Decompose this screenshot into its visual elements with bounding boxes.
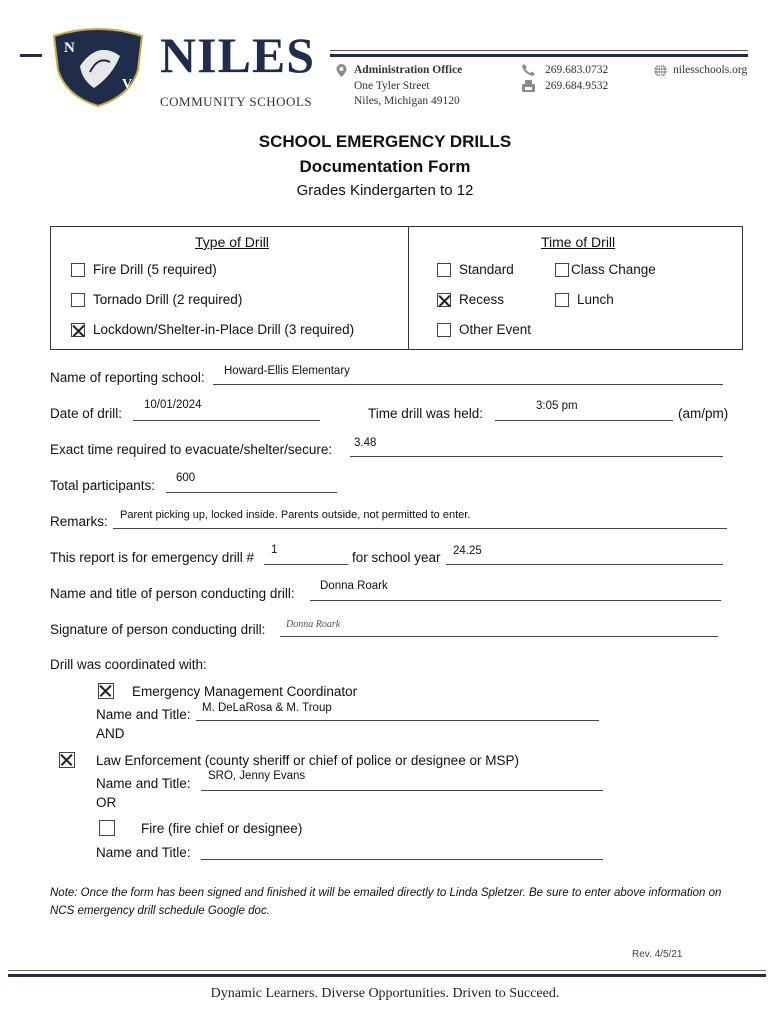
school-year-label: for school year <box>352 550 441 565</box>
drill-number-label: This report is for emergency drill # <box>50 550 255 565</box>
evac-time-line[interactable] <box>350 456 723 457</box>
form-subtitle: Documentation Form <box>299 157 471 176</box>
fire-name-line[interactable] <box>201 859 603 860</box>
time-of-drill-heading: Time of Drill <box>541 234 616 250</box>
time-held-label: Time drill was held: <box>368 406 484 421</box>
address-line2: Niles, Michigan 49120 <box>354 95 460 107</box>
address-line1: One Tyler Street <box>354 79 430 92</box>
footer-rule-thick <box>8 974 766 977</box>
emergency-name-value[interactable]: M. DeLaRosa & M. Troup <box>202 702 332 714</box>
emergency-name-label: Name and Title: <box>96 707 191 722</box>
class-change-label: Class Change <box>571 262 656 277</box>
lockdown-drill-label: Lockdown/Shelter-in-Place Drill (3 required) <box>93 322 355 337</box>
emergency-coordinator-label: Emergency Management Coordinator <box>132 683 358 699</box>
class-change-checkbox[interactable] <box>555 263 569 277</box>
brand-name: NILES <box>160 27 316 83</box>
tornado-drill-checkbox[interactable] <box>71 293 85 307</box>
fire-drill-checkbox[interactable] <box>71 263 85 277</box>
law-enforcement-checkbox[interactable] <box>59 752 75 768</box>
fire-chief-checkbox[interactable] <box>99 820 115 836</box>
coordination-heading: Drill was coordinated with: <box>50 657 207 672</box>
other-event-checkbox[interactable] <box>437 323 451 337</box>
type-of-drill-heading: Type of Drill <box>195 234 269 250</box>
time-unit-label: (am/pm) <box>678 406 729 421</box>
footer-rule-thin <box>8 970 766 971</box>
school-year-value[interactable]: 24.25 <box>453 545 482 557</box>
logo-dash <box>20 54 42 57</box>
participants-line[interactable] <box>166 492 337 493</box>
option-tornado-drill[interactable] <box>71 292 242 307</box>
signature-value[interactable]: Donna Roark <box>286 619 341 630</box>
website-link[interactable]: nilesschools.org <box>673 64 748 76</box>
fire-name-label: Name and Title: <box>96 845 191 860</box>
option-class-change[interactable] <box>555 262 656 277</box>
fax-icon <box>522 80 535 94</box>
other-event-label: Other Event <box>459 322 532 337</box>
evac-time-value[interactable]: 3.48 <box>354 437 377 449</box>
drill-number-line[interactable] <box>264 564 348 565</box>
date-label: Date of drill: <box>50 406 123 421</box>
phone-icon <box>522 64 535 78</box>
evac-time-label: Exact time required to evacuate/shelter/secure: <box>50 442 333 457</box>
and-label: AND <box>96 726 125 741</box>
revision-label: Rev. 4/5/21 <box>632 949 683 960</box>
remarks-label: Remarks: <box>50 514 108 529</box>
fire-chief-label: Fire (fire chief or designee) <box>141 820 303 836</box>
lunch-checkbox[interactable] <box>555 293 569 307</box>
time-held-line[interactable] <box>495 420 673 421</box>
school-year-line[interactable] <box>446 564 723 565</box>
form-note: Note: Once the form has been signed and finished it will be emailed directly to Linda Spletzer. Be sure to enter above information on NCS emergency drill schedule Google doc. <box>50 887 722 917</box>
option-recess[interactable] <box>437 292 504 307</box>
standard-checkbox[interactable] <box>437 263 451 277</box>
school-line[interactable] <box>213 384 723 385</box>
lunch-label: Lunch <box>577 292 614 307</box>
law-name-value[interactable]: SRO, Jenny Evans <box>208 770 306 782</box>
emergency-name-line[interactable] <box>196 720 599 721</box>
option-lunch[interactable] <box>555 292 614 307</box>
law-name-line[interactable] <box>201 790 603 791</box>
emergency-coordinator-checkbox[interactable] <box>98 683 114 699</box>
participants-label: Total participants: <box>50 478 156 493</box>
fax-number: 269.684.9532 <box>545 79 609 92</box>
recess-checkbox[interactable] <box>437 293 451 307</box>
option-lockdown-drill[interactable] <box>71 322 354 337</box>
office-title: Administration Office <box>354 64 463 76</box>
conductor-line[interactable] <box>310 600 721 601</box>
option-fire-drill[interactable] <box>71 262 217 277</box>
drill-number-value[interactable]: 1 <box>271 544 278 556</box>
office-block <box>354 63 462 110</box>
header-rule-thick <box>330 54 748 57</box>
form-title: SCHOOL EMERGENCY DRILLS <box>258 132 512 151</box>
law-name-label: Name and Title: <box>96 776 191 791</box>
signature-line[interactable] <box>280 636 718 637</box>
form-grades: Grades Kindergarten to 12 <box>296 182 474 199</box>
drill-options-box <box>50 226 743 350</box>
lockdown-drill-checkbox[interactable] <box>71 323 85 337</box>
time-held-value[interactable]: 3:05 pm <box>536 400 578 412</box>
phone-number: 269.683.0732 <box>545 64 609 76</box>
logo-letter-v: V <box>122 77 133 92</box>
option-law-enforcement[interactable] <box>59 752 519 768</box>
recess-label: Recess <box>459 292 505 307</box>
option-emergency-coordinator[interactable] <box>98 683 357 699</box>
option-other-event[interactable] <box>437 322 531 337</box>
law-enforcement-label: Law Enforcement (county sheriff or chief of police or designee or MSP) <box>96 752 519 768</box>
viking-shield-logo <box>50 26 146 108</box>
option-standard[interactable] <box>437 262 514 277</box>
remarks-line[interactable] <box>113 528 727 529</box>
tornado-drill-label: Tornado Drill (2 required) <box>93 292 243 307</box>
date-value[interactable]: 10/01/2024 <box>144 399 202 411</box>
globe-icon <box>654 64 667 79</box>
conductor-label: Name and title of person conducting drill: <box>50 586 295 601</box>
option-fire-chief[interactable] <box>99 820 302 836</box>
standard-label: Standard <box>459 262 514 277</box>
drill-box-divider <box>408 227 409 349</box>
contact-block <box>545 63 608 94</box>
fire-drill-label: Fire Drill (5 required) <box>93 262 217 277</box>
footer-tagline: Dynamic Learners. Diverse Opportunities. Driven to Succeed. <box>210 986 560 1001</box>
signature-label: Signature of person conducting drill: <box>50 622 266 637</box>
logo-letter-n: N <box>64 40 75 56</box>
brand-subtitle: COMMUNITY SCHOOLS <box>160 94 313 109</box>
school-label: Name of reporting school: <box>50 370 205 385</box>
or-label: OR <box>96 795 117 810</box>
conductor-value[interactable]: Donna Roark <box>320 580 388 592</box>
remarks-value[interactable]: Parent picking up, locked inside. Parents outside, not permitted to enter. <box>120 509 471 521</box>
school-value[interactable]: Howard-Ellis Elementary <box>224 365 350 377</box>
participants-value[interactable]: 600 <box>176 472 196 484</box>
date-line[interactable] <box>133 420 320 421</box>
header-rule-thin <box>330 50 748 51</box>
location-pin-icon <box>336 64 347 79</box>
